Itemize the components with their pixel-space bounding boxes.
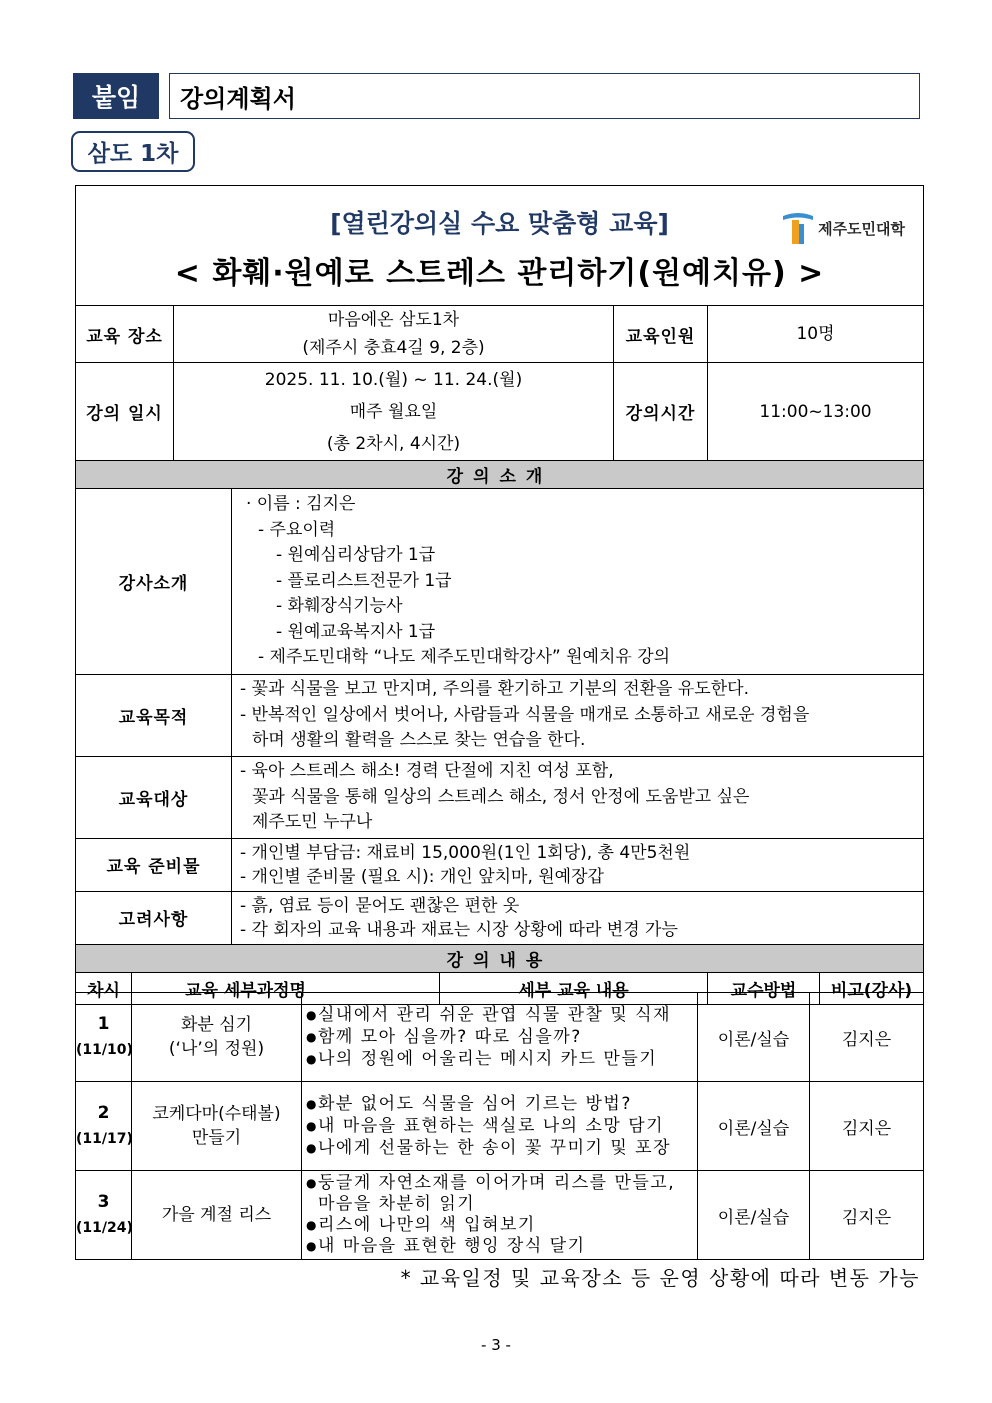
course-name-line-1: 코케다마(수태볼) [152,1104,281,1124]
capacity-label: 교육인원 [614,306,708,363]
detail-item: 리스에 나만의 색 입혀보기 [318,1215,536,1235]
bullet-icon: ● [306,1097,317,1111]
bullet-icon: ● [306,1008,317,1022]
session-instructor: 김지은 [810,1082,924,1171]
date-line-3: (총 2차시, 4시간) [326,433,461,454]
instructor-line: - 주요이력 [258,519,336,540]
session-num: 2 [97,1103,110,1123]
instructor-details [232,489,924,675]
bullet-icon: ● [306,1239,317,1253]
teaching-method: 이론/실습 [698,1082,810,1171]
jeju-citizen-college-logo [781,210,905,246]
place-label: 교육 장소 [76,306,174,363]
notes-line: - 흙, 염료 등이 묻어도 괜찮은 편한 옷 [240,895,520,916]
session-details [302,1171,698,1260]
purpose-line: - 꽃과 식물을 보고 만지며, 주의를 환기하고 기분의 전환을 유도한다. [240,679,749,700]
date-value [174,363,614,461]
detail-item: 나에게 선물하는 한 송이 꽃 꾸미기 및 포장 [318,1138,672,1158]
instructor-line: · 이름 : 김지은 [246,494,356,515]
page-number: - 3 - [481,1336,511,1354]
detail-item: 내 마음을 표현한 행잉 장식 달기 [318,1236,586,1256]
detail-item: 함께 모아 심을까? 따로 심을까? [318,1027,582,1047]
purpose-line: - 반복적인 일상에서 벗어나, 사람들과 식물을 매개로 소통하고 새로운 경험을 [240,704,810,725]
place-value [174,306,614,363]
teaching-method: 이론/실습 [698,1171,810,1260]
instructor-line: - 플로리스트전문가 1급 [276,570,452,591]
course-name-line-1: 가을 계절 리스 [161,1205,272,1225]
instructor-line: - 화훼장식기능사 [276,596,403,617]
teaching-method: 이론/실습 [698,993,810,1082]
bullet-icon: ● [306,1218,317,1232]
instructor-line: - 제주도민대학 “나도 제주도민대학강사” 원예치유 강의 [258,647,671,668]
date-line-2: 매주 월요일 [349,401,438,422]
course-name [132,1082,302,1171]
program-title: < 화훼·원예로 스트레스 관리하기(원예치유) > [174,255,825,291]
bullet-icon: ● [306,1052,317,1066]
place-line-1: 마음에온 삼도1차 [327,310,460,330]
target-line: 꽃과 식물을 통해 일상의 스트레스 해소, 정서 안정에 도움받고 싶은 [252,786,750,807]
session-badge: 삼도 1차 [71,131,195,172]
capacity-value: 10명 [708,306,924,363]
content-section-header: 강의내용 [76,944,924,972]
course-name-line-2: 만들기 [191,1128,242,1148]
column-header-detail: 세부 교육 내용 [440,972,708,1004]
session-number [76,993,132,1082]
session-number [76,1082,132,1171]
session-details [302,1082,698,1171]
purpose-line: 하며 생활의 활력을 스스로 찾는 연습을 한다. [252,730,586,751]
schedule-footnote: * 교육일정 및 교육장소 등 운영 상황에 따라 변동 가능 [400,1266,920,1290]
date-line-1: 2025. 11. 10.(월) ~ 11. 24.(월) [264,369,523,390]
session-num: 1 [97,1014,110,1034]
lecture-plan-table [75,185,924,1005]
detail-item: 둥글게 자연소재를 이어가며 리스를 만들고, [318,1173,676,1193]
instructor-label: 강사소개 [76,489,232,675]
session-row [76,1082,924,1171]
course-name [132,993,302,1082]
detail-item: 내 마음을 표현하는 색실로 나의 소망 담기 [318,1116,665,1136]
detail-item: 화분 없어도 식물을 심어 기르는 방법? [318,1094,632,1114]
session-row [76,993,924,1082]
session-instructor: 김지은 [810,1171,924,1260]
bullet-icon: ● [306,1119,317,1133]
column-header-session: 차시 [76,972,132,1004]
date-label: 강의 일시 [76,363,174,461]
logo-icon [781,210,815,246]
session-date: (11/10) [76,1042,133,1058]
session-date: (11/24) [76,1220,133,1236]
course-name [132,1171,302,1260]
attachment-tag: 붙임 [73,73,159,119]
materials-line: - 개인별 부담금: 재료비 15,000원(1인 1회당), 총 4만5천원 [240,842,691,863]
column-header-course: 교육 세부과정명 [132,972,440,1004]
detail-item: 실내에서 관리 쉬운 관엽 식물 관찰 및 식재 [318,1005,672,1025]
program-subtitle: [열린강의실 수요 맞춤형 교육] [330,208,669,238]
column-header-note: 비고(강사) [820,972,924,1004]
detail-item-continued: 마음을 차분히 읽기 [318,1194,476,1214]
session-row [76,1171,924,1260]
session-num: 3 [97,1192,110,1212]
document-title: 강의계획서 [169,73,920,119]
course-name-line-2: (‘나’의 정원) [168,1039,265,1059]
bullet-icon: ● [306,1176,317,1190]
session-details [302,993,698,1082]
notes-details [232,891,924,944]
instructor-line: - 원예심리상담가 1급 [276,545,436,566]
purpose-label: 교육목적 [76,675,232,757]
detail-item: 나의 정원에 어울리는 메시지 카드 만들기 [318,1049,658,1069]
materials-details [232,838,924,891]
target-line: - 육아 스트레스 해소! 경력 단절에 지친 여성 포함, [240,761,614,781]
column-header-method: 교수방법 [708,972,820,1004]
attachment-header [73,73,920,119]
purpose-details [232,675,924,757]
session-number [76,1171,132,1260]
session-date: (11/17) [76,1131,133,1147]
time-value: 11:00~13:00 [708,363,924,461]
time-label: 강의시간 [614,363,708,461]
sessions-table [75,992,924,1260]
program-title-cell [76,186,924,306]
bullet-icon: ● [306,1030,317,1044]
session-instructor: 김지은 [810,993,924,1082]
logo-text: 제주도민대학 [818,219,906,238]
intro-section-header: 강의소개 [76,461,924,489]
target-details [232,757,924,839]
target-line: 제주도민 누구나 [252,812,373,832]
course-name-line-1: 화분 심기 [180,1015,253,1035]
materials-line: - 개인별 준비물 (필요 시): 개인 앞치마, 원예장갑 [240,866,604,887]
bullet-icon: ● [306,1141,317,1155]
instructor-line: - 원예교육복지사 1급 [276,621,436,642]
place-line-2: (제주시 충효4길 9, 2층) [302,338,485,358]
notes-label: 고려사항 [76,891,232,944]
notes-line: - 각 회자의 교육 내용과 재료는 시장 상황에 따라 변경 가능 [240,919,678,940]
target-label: 교육대상 [76,757,232,839]
materials-label: 교육 준비물 [76,838,232,891]
